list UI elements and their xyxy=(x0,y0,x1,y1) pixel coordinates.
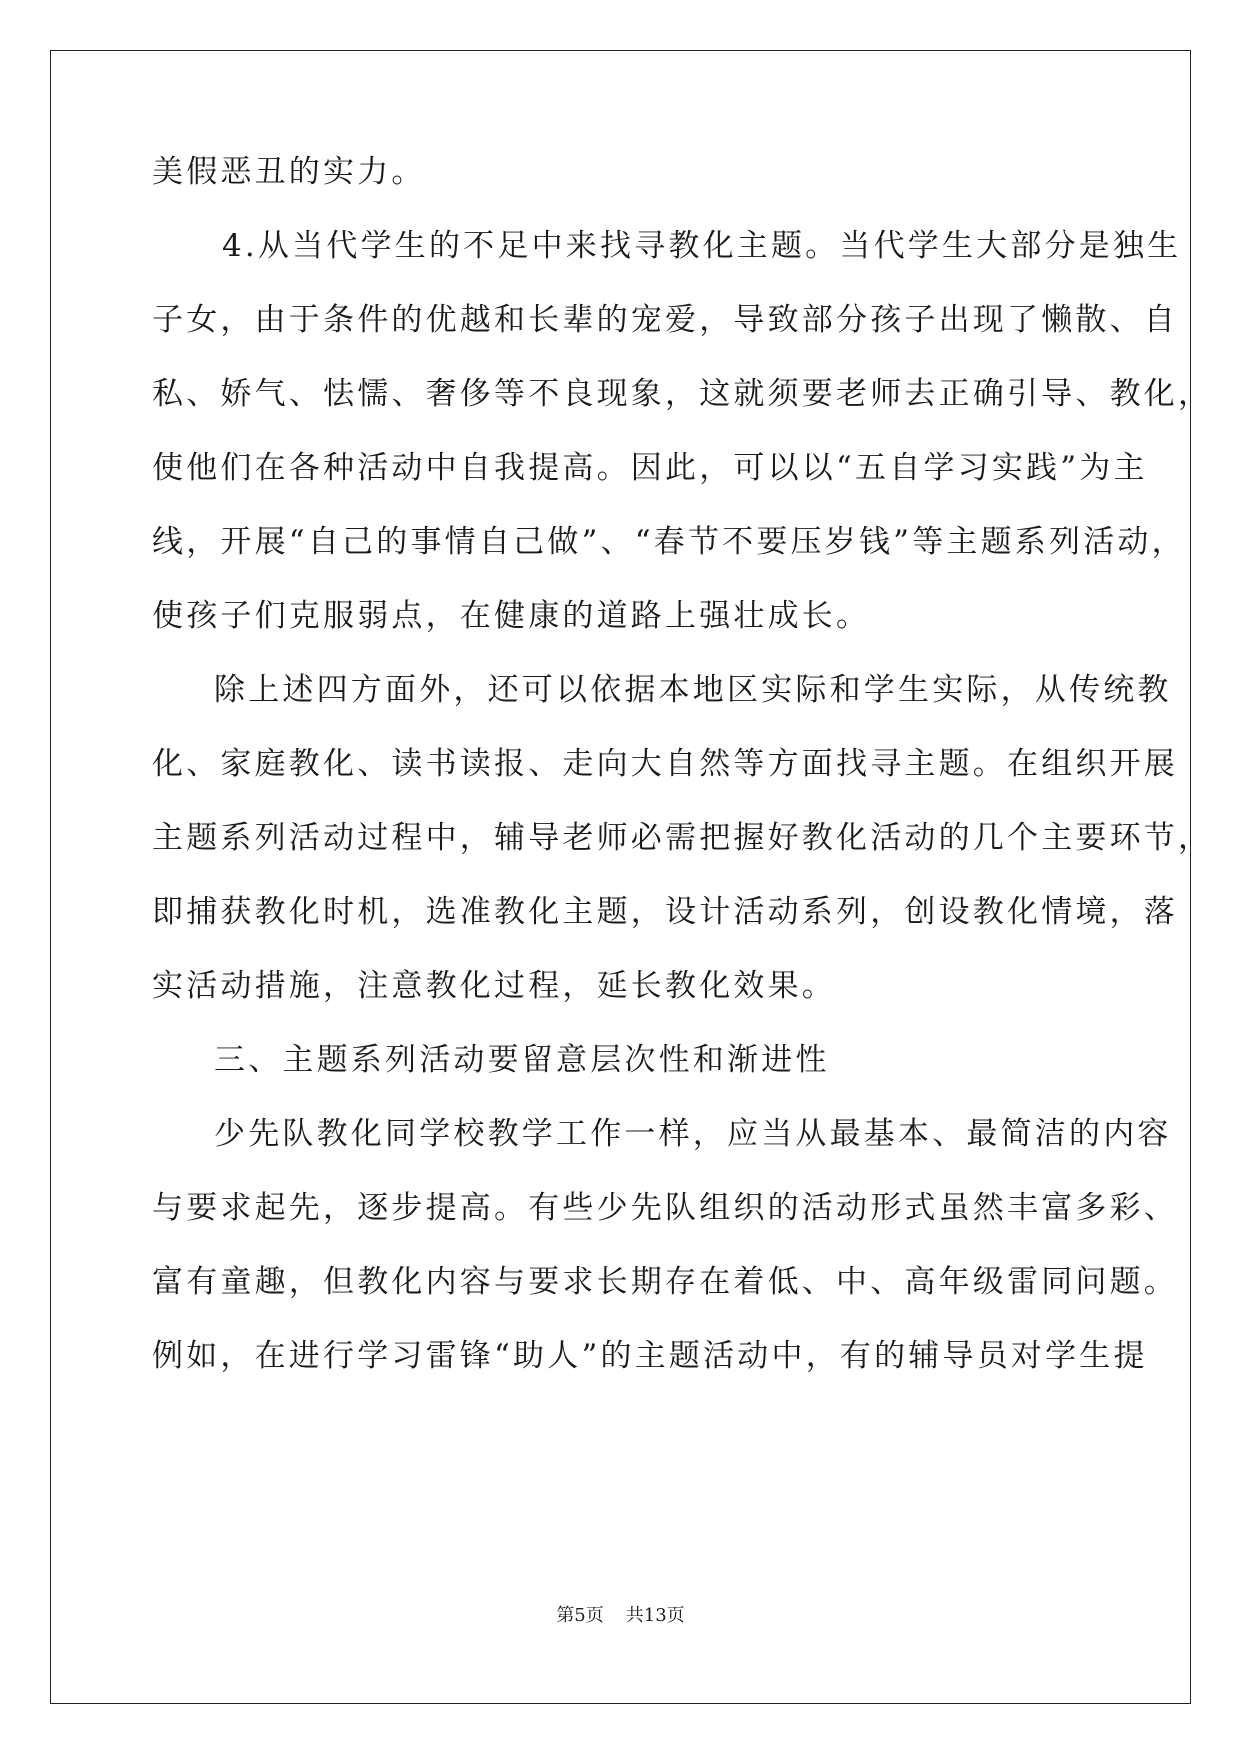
current-page-number: 第5页 xyxy=(556,1605,604,1626)
text-line: 使孩子们克服弱点，在健康的道路上强壮成长。 xyxy=(152,598,871,634)
text-line: 线，开展“自己的事情自己做”、“春节不要压岁钱”等主题系列活动， xyxy=(152,524,1186,560)
paragraph-start-line: 除上述四方面外，还可以依据本地区实际和学生实际，从传统教 xyxy=(214,672,1172,708)
total-page-count: 共13页 xyxy=(625,1605,685,1626)
text-line: 子女，由于条件的优越和长辈的宠爱，导致部分孩子出现了懒散、自 xyxy=(152,302,1178,338)
page-border xyxy=(50,50,1213,1704)
text-line: 主题系列活动过程中，辅导老师必需把握好教化活动的几个主要环节， xyxy=(152,820,1213,856)
text-line: 私、娇气、怯懦、奢侈等不良现象，这就须要老师去正确引导、教化， xyxy=(152,376,1213,412)
section-heading: 三、主题系列活动要留意层次性和渐进性 xyxy=(214,1042,830,1078)
text-line: 富有童趣，但教化内容与要求长期存在着低、中、高年级雷同问题。 xyxy=(152,1264,1178,1300)
text-line: 实活动措施，注意教化过程，延长教化效果。 xyxy=(152,968,836,1004)
text-line: 即捕获教化时机，选准教化主题，设计活动系列，创设教化情境，落 xyxy=(152,894,1178,930)
text-line: 化、家庭教化、读书读报、走向大自然等方面找寻主题。在组织开展 xyxy=(152,746,1178,782)
text-line: 使他们在各种活动中自我提高。因此，可以以“五自学习实践”为主 xyxy=(152,450,1148,486)
paragraph-start-line: 4.从当代学生的不足中来找寻教化主题。当代学生大部分是独生 xyxy=(222,228,1182,264)
text-line: 与要求起先，逐步提高。有些少先队组织的活动形式虽然丰富多彩、 xyxy=(152,1190,1178,1226)
text-line: 例如，在进行学习雷锋“助人”的主题活动中，有的辅导员对学生提 xyxy=(152,1338,1148,1374)
paragraph-start-line: 少先队教化同学校教学工作一样，应当从最基本、最简洁的内容 xyxy=(214,1116,1172,1152)
text-line: 美假恶丑的实力。 xyxy=(152,154,426,190)
page-footer xyxy=(0,1604,1241,1628)
